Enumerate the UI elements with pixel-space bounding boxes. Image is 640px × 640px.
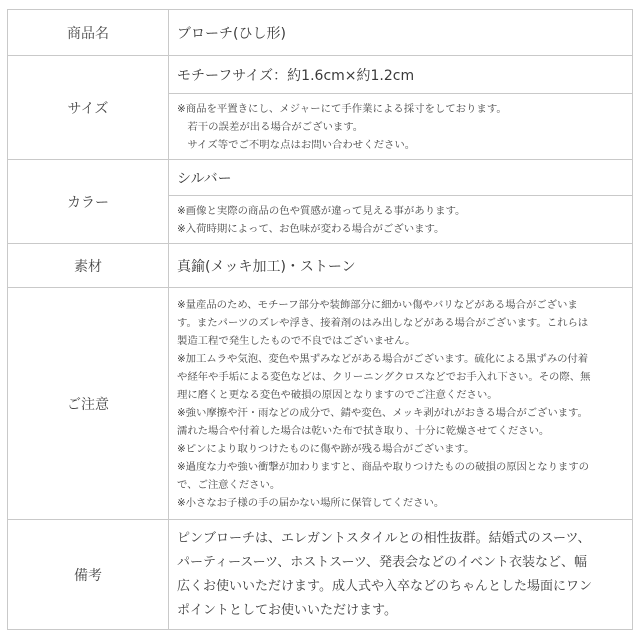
color-note-line: ※画像と実際の商品の色や質感が違って見える事があります。	[177, 204, 466, 217]
caution-line: で、ご注意ください。	[177, 478, 281, 491]
remarks-line: パーティースーツ、ホストスーツ、発表会などのイベント衣装など、幅	[177, 554, 588, 570]
row-size	[8, 56, 633, 94]
caution-line: ※ピンにより取りつけたものに傷や跡が残る場合がございます。	[177, 442, 475, 455]
row-color	[8, 160, 633, 196]
caution-line: 理に磨くと更なる変色や破損の原因となりますのでご注意ください。	[177, 388, 498, 401]
caution-notes	[169, 288, 633, 520]
caution-line: ※量産品のため、モチーフ部分や装飾部分に細かい傷やバリなどがある場合がございま	[177, 298, 578, 311]
remarks-line: ポイントとしてお使いいただけます。	[177, 602, 397, 618]
label-product-name: 商品名	[8, 10, 169, 56]
label-remarks: 備考	[8, 520, 169, 630]
color-note-line: ※入荷時期によって、お色味が変わる場合がございます。	[177, 222, 445, 235]
remarks-text	[169, 520, 633, 630]
label-material: 素材	[8, 244, 169, 288]
caution-line: ※過度な力や強い衝撃が加わりますと、商品や取りつけたものの破損の原因となりますの	[177, 460, 589, 473]
label-size: サイズ	[8, 56, 169, 160]
value-size: モチーフサイズ：約1.6cm×約1.2cm	[169, 56, 633, 94]
caution-line: ※強い摩擦や汗・雨などの成分で、錆や変色、メッキ剥がれがおきる場合がございます。	[177, 406, 588, 419]
caution-line: ※小さなお子様の手の届かない場所に保管してください。	[177, 496, 445, 509]
label-color: カラー	[8, 160, 169, 244]
product-spec-table	[7, 9, 633, 630]
size-note-line: 若干の誤差が出る場合がございます。	[177, 120, 364, 133]
caution-line: 製造工程で発生したもので不良ではございません。	[177, 334, 416, 347]
remarks-line: 広くお使いいただけます。成人式や入卒などのちゃんとした場面にワン	[177, 578, 592, 594]
caution-line: 濡れた場合や付着した場合は乾いた布で拭き取り、十分に乾燥させてください。	[177, 424, 550, 437]
row-material	[8, 244, 633, 288]
size-note-line: ※商品を平置きにし、メジャーにて手作業による採寸をしております。	[177, 102, 507, 115]
size-note-line: サイズ等でご不明な点はお問い合わせください。	[177, 138, 416, 151]
row-product-name	[8, 10, 633, 56]
value-product-name: ブローチ(ひし形)	[169, 10, 633, 56]
row-remarks	[8, 520, 633, 630]
color-notes	[169, 196, 633, 244]
label-caution: ご注意	[8, 288, 169, 520]
value-color: シルバー	[169, 160, 633, 196]
caution-line: ※加工ムラや気泡、変色や黒ずみなどがある場合がございます。硫化による黒ずみの付着	[177, 352, 589, 365]
remarks-line: ピンブローチは、エレガントスタイルとの相性抜群。結婚式のスーツ、	[177, 530, 591, 546]
row-caution	[8, 288, 633, 520]
size-notes	[169, 94, 633, 160]
caution-line: や経年や手垢による変色などは、クリーニングクロスなどでお手入れ下さい。その際、無	[177, 370, 591, 383]
value-material: 真鍮(メッキ加工)・ストーン	[169, 244, 633, 288]
caution-line: す。またパーツのズレや浮き、接着剤のはみ出しなどがある場合がございます。これらは	[177, 316, 589, 329]
